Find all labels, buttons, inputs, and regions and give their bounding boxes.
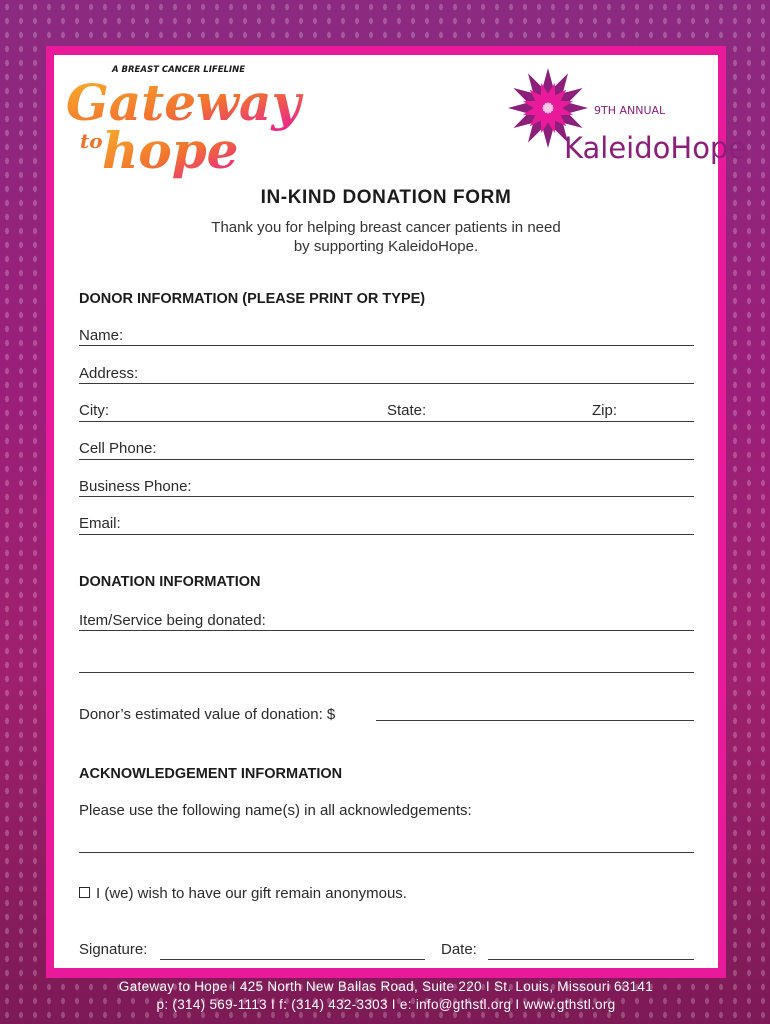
ack-section-heading: ACKNOWLEDGEMENT INFORMATION <box>79 766 343 782</box>
value-label: Donor’s estimated value of donation: $ <box>79 706 336 723</box>
ack-instruction: Please use the following name(s) in all acknowledgements: <box>79 802 472 819</box>
business-phone-label: Business Phone: <box>79 478 192 495</box>
logo-tagline: A BREAST CANCER LIFELINE <box>112 65 245 75</box>
anonymous-label: I (we) wish to have our gift remain anonymous. <box>96 885 407 902</box>
form-title: IN-KIND DONATION FORM <box>260 187 512 208</box>
logo-word-to: to <box>80 129 103 153</box>
logo-edition: 9TH ANNUAL <box>594 104 666 117</box>
address-field[interactable] <box>79 383 694 384</box>
footer-contact: p: (314) 569-1113 I f: (314) 432-3303 I e: info@gthstl.org I www.gthstl.org <box>156 997 616 1012</box>
logo-kaleidohope: KaleidoHope <box>564 131 747 165</box>
kaleidohope-logo <box>508 62 747 170</box>
ack-names-field[interactable] <box>79 852 694 853</box>
email-field[interactable] <box>79 534 694 535</box>
signature-field[interactable] <box>160 959 425 960</box>
address-label: Address: <box>79 365 139 382</box>
name-label: Name: <box>79 327 124 344</box>
form-subtitle <box>54 218 718 256</box>
footer-address: Gateway to Hope I 425 North New Ballas Road, Suite 220 I St. Louis, Missouri 63141 <box>118 979 654 994</box>
date-field[interactable] <box>488 959 694 960</box>
zip-label: Zip: <box>592 402 618 419</box>
anonymous-checkbox[interactable] <box>79 887 90 898</box>
cell-phone-label: Cell Phone: <box>79 440 157 457</box>
item-field[interactable] <box>79 630 694 631</box>
signature-label: Signature: <box>79 941 148 958</box>
city-state-zip-field[interactable] <box>79 421 694 422</box>
state-label: State: <box>387 402 427 419</box>
date-label: Date: <box>441 941 477 958</box>
cell-phone-field[interactable] <box>79 459 694 460</box>
value-field[interactable] <box>376 720 694 721</box>
city-label: City: <box>79 402 109 419</box>
subtitle-line-1: Thank you for helping breast cancer patients in need <box>211 219 561 236</box>
logo-word-hope: hope <box>102 121 239 180</box>
item-field-line-2[interactable] <box>79 672 694 673</box>
business-phone-field[interactable] <box>79 496 694 497</box>
item-label: Item/Service being donated: <box>79 612 266 629</box>
donation-section-heading: DONATION INFORMATION <box>79 574 261 590</box>
subtitle-line-2: by supporting KaleidoHope. <box>293 238 479 255</box>
donor-section-heading: DONOR INFORMATION (PLEASE PRINT OR TYPE) <box>79 291 426 307</box>
logo-word-gateway: Gateway <box>66 73 301 132</box>
name-field[interactable] <box>79 345 694 346</box>
email-label: Email: <box>79 515 121 532</box>
gateway-to-hope-logo <box>66 60 301 180</box>
